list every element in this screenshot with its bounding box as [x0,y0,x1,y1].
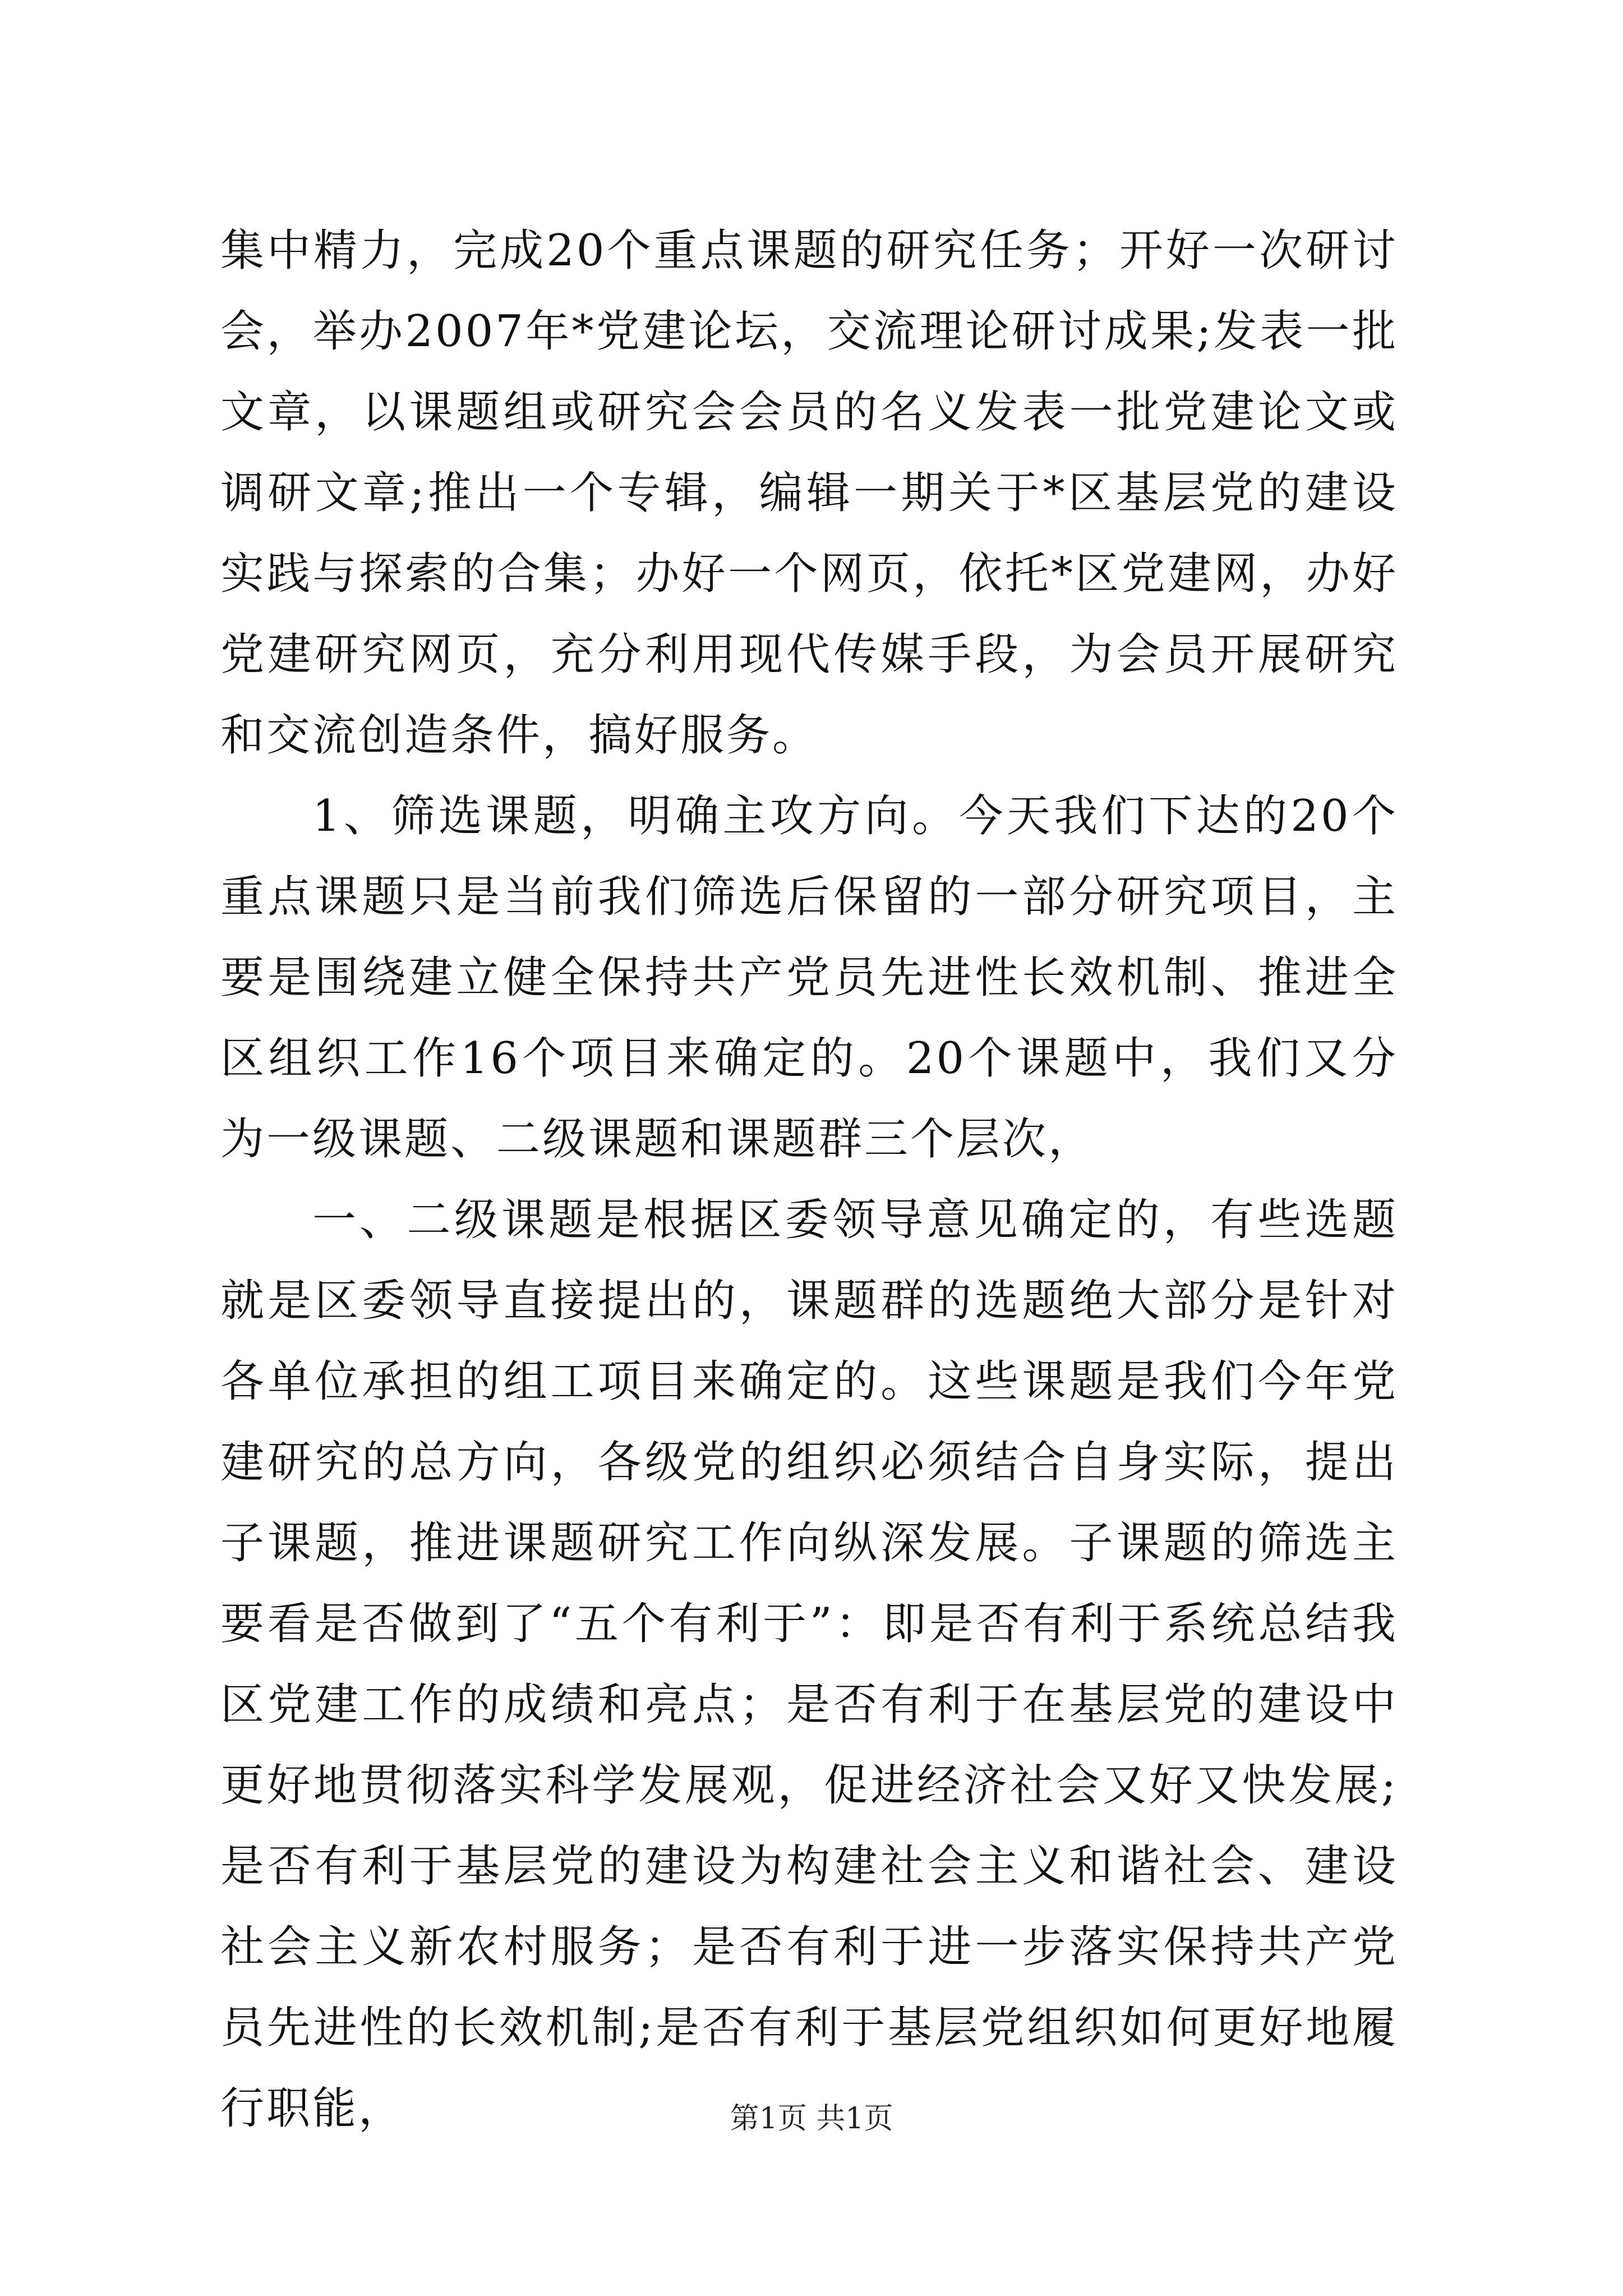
paragraph-1: 集中精力，完成20个重点课题的研究任务；开好一次研讨会，举办2007年*党建论坛，交流理论研讨成果;发表一批文章，以课题组或研究会会员的名义发表一批党建论文或调研文章;推出一个专辑，编辑一期关于*区基层党的建设实践与探索的合集；办好一个网页，依托*区党建网，办好党建研究网页，充分利用现代传媒手段，为会员开展研究和交流创造条件，搞好服务。 [220,226,1398,761]
paragraph-3: 一、二级课题是根据区委领导意见确定的，有些选题就是区委领导直接提出的，课题群的选题绝大部分是针对各单位承担的组工项目来确定的。这些课题是我们今年党建研究的总方向，各级党的组织必须结合自身实际，提出子课题，推进课题研究工作向纵深发展。子课题的筛选主要看是否做到了“五个有利于”：即是否有利于系统总结我区党建工作的成绩和亮点；是否有利于在基层党的建设中更好地贯彻落实科学发展观，促进经济社会又好又快发展;是否有利于基层党的建设为构建社会主义和谐社会、建设社会主义新农村服务；是否有利于进一步落实保持共产党员先进性的长效机制;是否有利于基层党组织如何更好地履行职能， [220,1195,1398,2134]
page-footer: 第1页 共1页 [730,2102,893,2136]
paragraph-2: 1、筛选课题，明确主攻方向。今天我们下达的20个重点课题只是当前我们筛选后保留的一部分研究项目，主要是围绕建立健全保持共产党员先进性长效机制、推进全区组织工作16个项目来确定的。20个课题中，我们又分为一级课题、二级课题和课题群三个层次， [220,791,1398,1165]
document-body [220,210,1398,2149]
